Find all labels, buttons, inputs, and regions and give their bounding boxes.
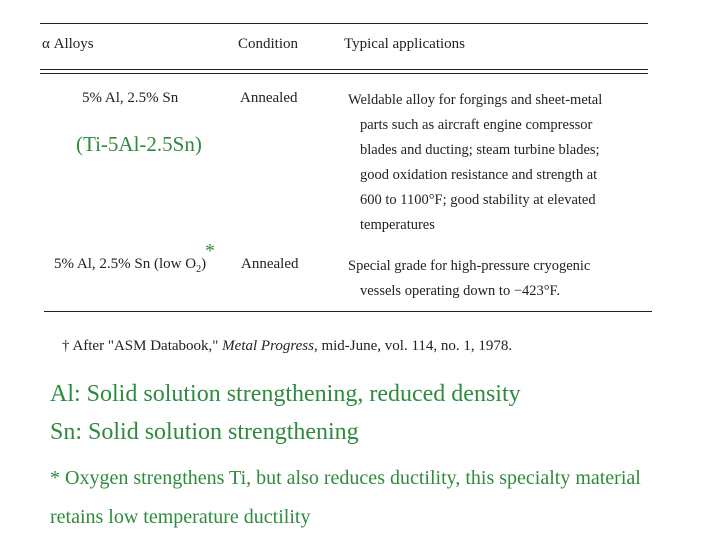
source-suffix: , mid-June, vol. 114, no. 1, 1978. bbox=[313, 338, 513, 354]
row-separator-rule bbox=[44, 311, 652, 312]
source-dagger: † bbox=[62, 338, 70, 354]
header-applications: Typical applications bbox=[344, 36, 465, 52]
row1-app-line4: good oxidation resistance and strength at bbox=[360, 167, 598, 183]
header-bottom-rule bbox=[40, 69, 648, 70]
row2-app-line1: Special grade for high-pressure cryogenic bbox=[348, 258, 591, 274]
note-aluminum: Al: Solid solution strengthening, reduced density bbox=[50, 381, 521, 407]
row2-alloy-prefix: 5% Al, 2.5% Sn (low O bbox=[54, 256, 197, 272]
header-bottom-rule-2 bbox=[40, 73, 648, 74]
row2-alloy bbox=[54, 256, 206, 275]
note-tin: Sn: Solid solution strengthening bbox=[50, 419, 359, 445]
header-condition: Condition bbox=[238, 36, 299, 52]
row1-alloy: 5% Al, 2.5% Sn bbox=[82, 90, 179, 106]
row2-alloy-subscript: 2 bbox=[196, 264, 202, 275]
row1-designation: (Ti-5Al-2.5Sn) bbox=[76, 132, 202, 156]
row2-condition: Annealed bbox=[241, 256, 299, 272]
note-oxygen-line2: retains low temperature ductility bbox=[50, 506, 311, 528]
header-alloys: α Alloys bbox=[42, 36, 94, 52]
row1-app-line2: parts such as aircraft engine compressor bbox=[360, 117, 593, 133]
source-journal: Metal Progress bbox=[222, 338, 314, 354]
source-footnote bbox=[62, 338, 512, 355]
note-oxygen-line1: * Oxygen strengthens Ti, but also reduces ductility, this specialty material bbox=[50, 467, 641, 489]
row2-app-line2: vessels operating down to −423°F. bbox=[360, 283, 561, 299]
row2-alloy-suffix: ) bbox=[201, 256, 207, 272]
row2-asterisk-marker: * bbox=[205, 240, 215, 262]
row1-app-line1: Weldable alloy for forgings and sheet-metal bbox=[348, 92, 603, 108]
row1-condition: Annealed bbox=[240, 90, 298, 106]
row1-app-line6: temperatures bbox=[360, 217, 435, 233]
source-prefix: After "ASM Databook," bbox=[72, 338, 219, 354]
row1-app-line5: 600 to 1100°F; good stability at elevated bbox=[360, 192, 596, 208]
table-top-rule bbox=[40, 23, 648, 24]
row1-app-line3: blades and ducting; steam turbine blades; bbox=[360, 142, 600, 158]
